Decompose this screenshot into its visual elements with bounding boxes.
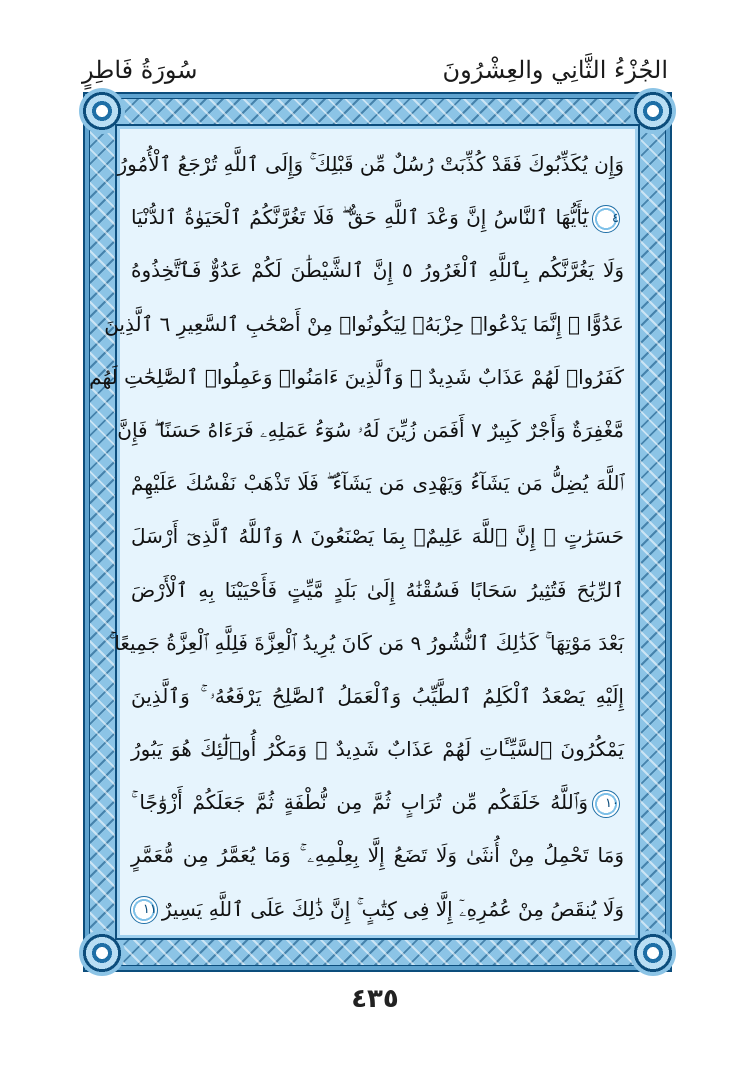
- line-text: وَٱللَّهُ خَلَقَكُم مِّن تُرَابٍ ثُمَّ مِن نُّطْفَةٍ ثُمَّ جَعَلَكُمْ أَزْوَٰجًا ۚ: [131, 790, 588, 815]
- line-text: ٱلرِّيَٰحَ فَتُثِيرُ سَحَابًا فَسُقْنَٰهُ إِلَىٰ بَلَدٍ مَّيِّتٍ فَأَحْيَيْنَا بِهِ ٱلْأَرْضَ: [131, 577, 624, 602]
- decorative-frame: [83, 92, 672, 972]
- line-text: يَمْكُرُونَ ٱلسَّيِّـَٔاتِ لَهُمْ عَذَابٌ شَدِيدٌ ۖ وَمَكْرُ أُو۟لَٰٓئِكَ هُوَ يَبُورُ: [131, 737, 624, 762]
- line-text: مَّغْفِرَةٌ وَأَجْرٌ كَبِيرٌ ٧ أَفَمَن زُيِّنَ لَهُۥ سُوٓءُ عَمَلِهِۦ فَرَءَاهُ حَسَنًا ۖ فَإِنَّ: [117, 417, 624, 442]
- line-text: عَدُوًّا ۚ إِنَّمَا يَدْعُوا۟ حِزْبَهُۥ لِيَكُونُوا۟ مِنْ أَصْحَٰبِ ٱلسَّعِيرِ ٦ ٱلَّذِينَ: [104, 311, 624, 336]
- ayah-marker-icon: ١١: [130, 896, 158, 924]
- text-line: [109, 617, 624, 670]
- text-panel: [89, 124, 640, 940]
- text-line: [104, 298, 624, 351]
- text-line: [117, 404, 624, 457]
- ayah-marker-icon: ١٠: [592, 790, 620, 818]
- page-header: [82, 52, 668, 92]
- line-text: ٱللَّهَ يُضِلُّ مَن يَشَآءُ وَيَهْدِى مَن يَشَآءُ ۖ فَلَا تَذْهَبْ نَفْسُكَ عَلَيْهِمْ: [131, 471, 624, 496]
- text-line: [131, 191, 624, 244]
- text-line: [131, 510, 624, 563]
- line-text: بَعْدَ مَوْتِهَا ۚ كَذَٰلِكَ ٱلنُّشُورُ ٩ مَن كَانَ يُرِيدُ ٱلْعِزَّةَ فَلِلَّهِ ٱلْعِزَّةُ جَمِيعًا ۚ: [109, 630, 624, 655]
- text-line: [117, 138, 624, 191]
- text-line: [89, 351, 624, 404]
- text-line: [131, 457, 624, 510]
- text-line: [131, 723, 624, 776]
- line-text: وَلَا يَغُرَّنَّكُم بِٱللَّهِ ٱلْغَرُورُ ٥ إِنَّ ٱلشَّيْطَٰنَ لَكُمْ عَدُوٌّ فَٱتَّخِذُوهُ: [131, 258, 625, 283]
- text-line: [131, 564, 624, 617]
- line-text: إِلَيْهِ يَصْعَدُ ٱلْكَلِمُ ٱلطَّيِّبُ وَٱلْعَمَلُ ٱلصَّٰلِحُ يَرْفَعُهُۥ ۚ وَٱلَّذِينَ: [131, 683, 624, 708]
- line-text: وَلَا يُنقَصُ مِنْ عُمُرِهِۦٓ إِلَّا فِى كِتَٰبٍ ۚ إِنَّ ذَٰلِكَ عَلَى ٱللَّهِ يَسِيرٌ: [161, 896, 624, 921]
- line-text: وَمَا تَحْمِلُ مِنْ أُنثَىٰ وَلَا تَضَعُ إِلَّا بِعِلْمِهِۦ ۚ وَمَا يُعَمَّرُ مِن مُّعَمَّرٍ: [131, 843, 624, 868]
- line-text: كَفَرُوا۟ لَهُمْ عَذَابٌ شَدِيدٌ ۖ وَٱلَّذِينَ ءَامَنُوا۟ وَعَمِلُوا۟ ٱلصَّٰلِحَٰتِ لَهُم: [89, 364, 624, 389]
- text-line: [131, 244, 624, 297]
- ayah-marker-icon: ٤: [592, 205, 620, 233]
- text-line: [131, 776, 624, 829]
- text-line: [131, 829, 624, 882]
- page-number: ٤٣٥: [351, 984, 399, 1014]
- line-text: حَسَرَٰتٍ ۚ إِنَّ ٱللَّهَ عَلِيمٌۢ بِمَا يَصْنَعُونَ ٨ وَٱللَّهُ ٱلَّذِىٓ أَرْسَلَ: [131, 524, 624, 549]
- juz-title: الجُزْءُ الثَّانِي والعِشْرُونَ: [442, 56, 668, 84]
- line-text: وَإِن يُكَذِّبُوكَ فَقَدْ كُذِّبَتْ رُسُلٌ مِّن قَبْلِكَ ۚ وَإِلَى ٱللَّهِ تُرْجَعُ ٱلْأُمُورُ: [117, 152, 624, 176]
- text-line: [131, 883, 624, 936]
- surah-title: سُورَةُ فَاطِرٍ: [82, 56, 198, 84]
- line-text: يَٰٓأَيُّهَا ٱلنَّاسُ إِنَّ وَعْدَ ٱللَّهِ حَقٌّ ۖ فَلَا تَغُرَّنَّكُمُ ٱلْحَيَوٰةُ ٱلدُّنْيَا: [131, 205, 588, 230]
- text-line: [131, 670, 624, 723]
